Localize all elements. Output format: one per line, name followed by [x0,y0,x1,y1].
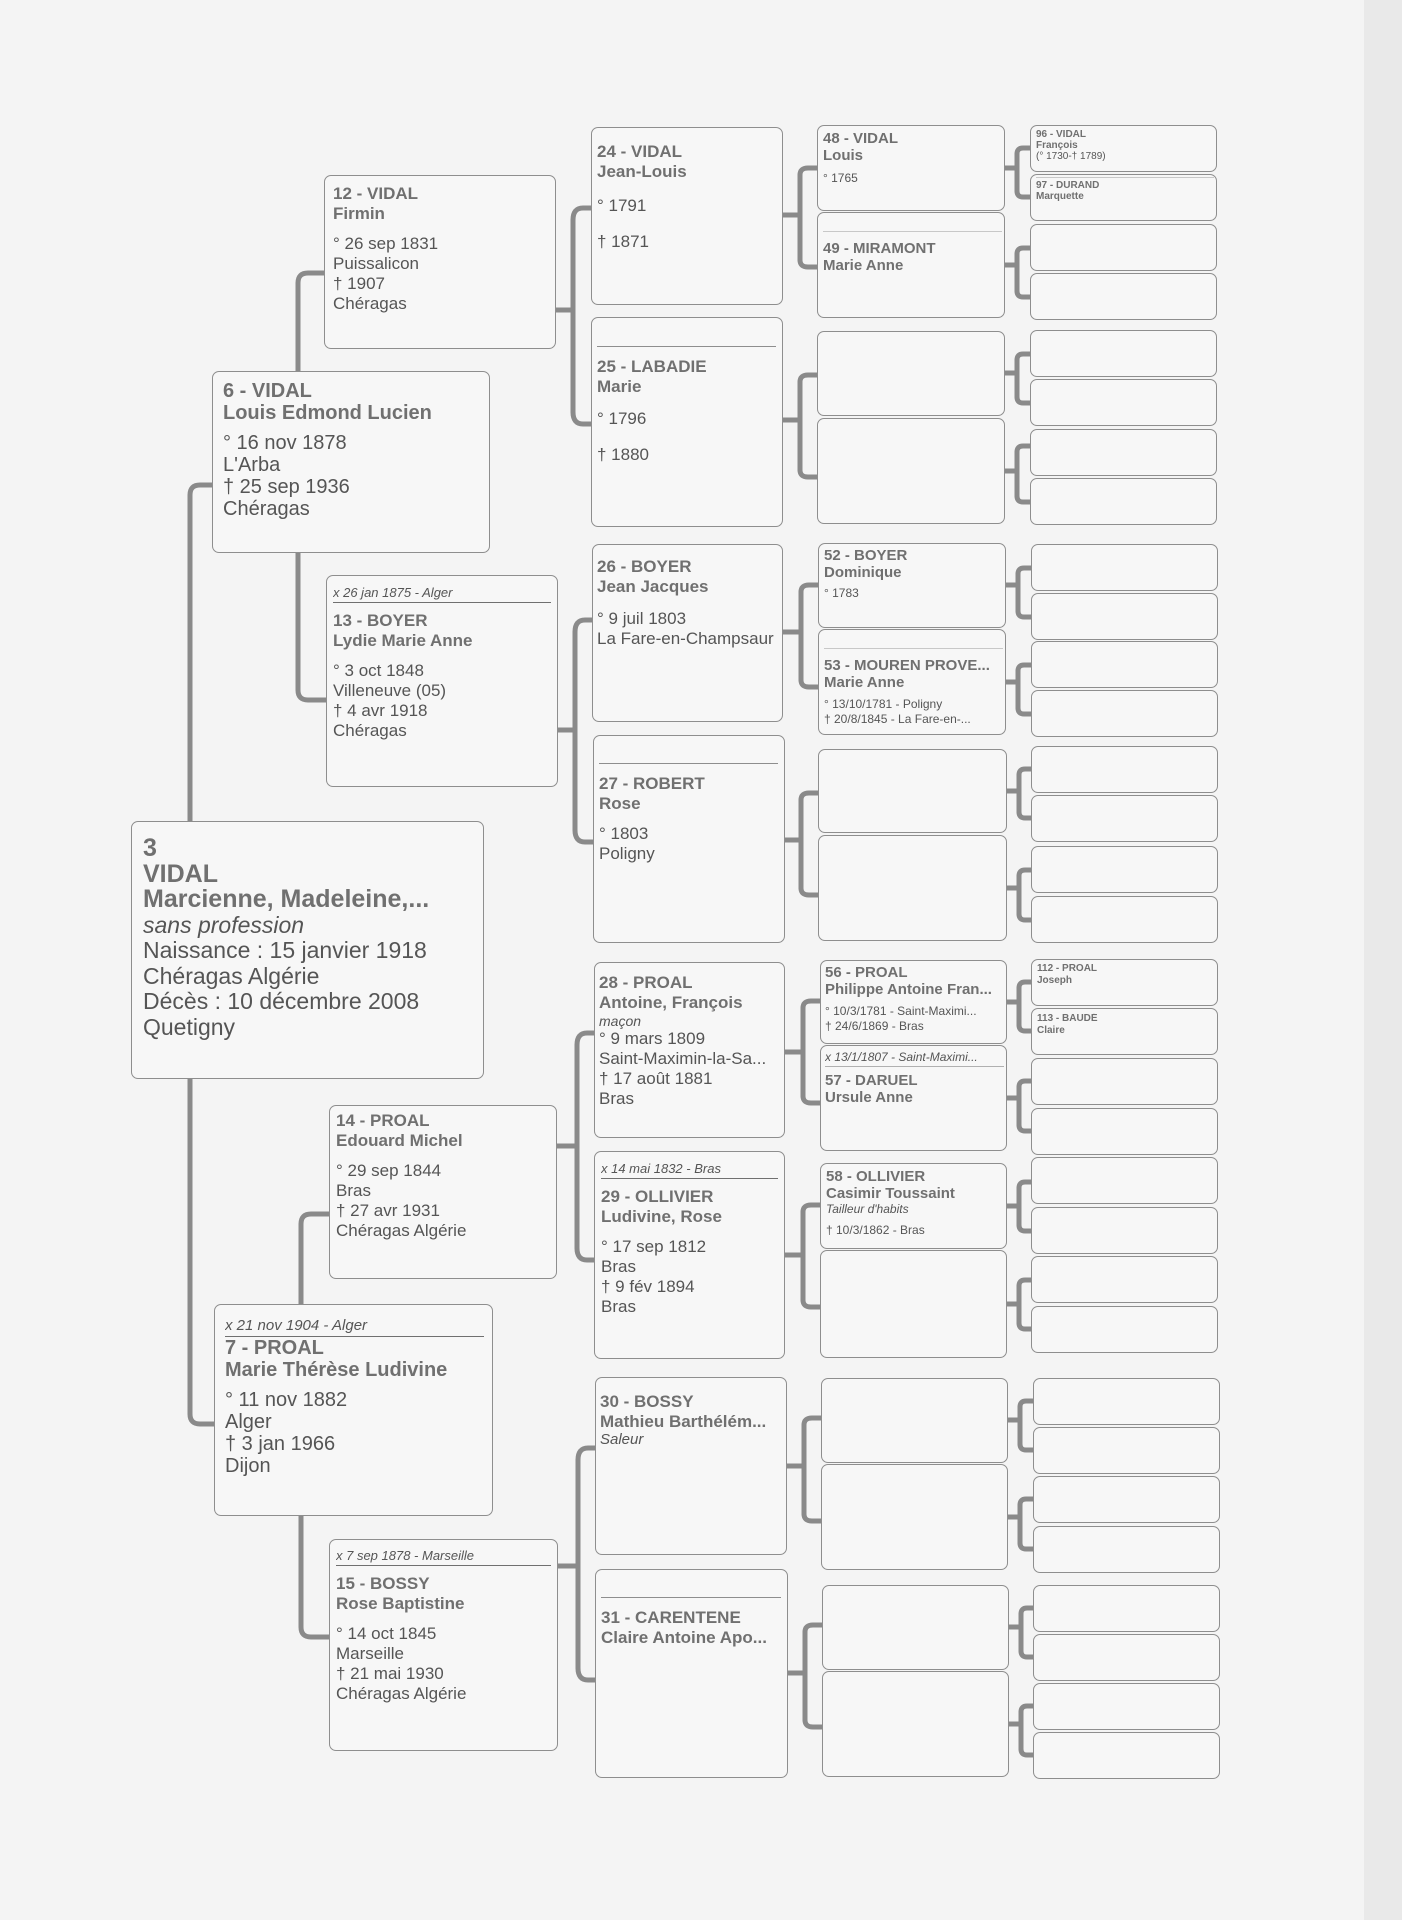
connector-line [1017,496,1030,502]
person-15-title: 15 - BOSSY [336,1574,430,1593]
person-97-title: 97 - DURAND [1036,180,1100,191]
person-3-birth: Naissance : 15 janvier 1918 [143,938,427,963]
person-6-birth: ° 16 nov 1878 [223,432,347,454]
person-63-box [822,1671,1009,1777]
connector-line [190,485,212,821]
person-3-box[interactable] [131,821,484,1079]
person-61-box [821,1464,1008,1570]
empty-ancestor-box [1033,1585,1220,1632]
connector-line [190,1079,214,1424]
connector-line [1017,191,1030,197]
person-31-box[interactable] [595,1569,788,1778]
empty-ancestor-box [1030,273,1217,320]
person-97-box[interactable] [1030,174,1217,221]
person-52-box[interactable] [818,543,1006,628]
connector-line [577,1033,594,1045]
person-53-given-names: Marie Anne [824,674,905,691]
connector-line [1017,354,1030,360]
person-14-title: 14 - PROAL [336,1111,430,1130]
person-15-death: † 21 mai 1930 [336,1664,444,1683]
person-3-given-names: Marcienne, Madeleine,... [143,887,430,913]
person-55-box [818,835,1007,941]
connector-line [800,168,817,175]
person-29-birth-place: Bras [601,1257,636,1276]
person-13-birth: ° 3 oct 1848 [333,661,424,680]
person-7-title: 7 - PROAL [225,1337,324,1359]
empty-ancestor-box [1033,1427,1220,1474]
person-24-box[interactable] [591,127,783,305]
person-31-given-names: Claire Antoine Apo... [601,1628,767,1647]
person-27-title: 27 - ROBERT [599,774,705,793]
person-50-box [817,331,1005,416]
person-56-box[interactable] [820,960,1007,1044]
person-59-box [820,1250,1007,1358]
person-30-box[interactable] [595,1377,787,1555]
person-25-death: † 1880 [597,445,649,464]
connector-line [804,1418,821,1425]
person-112-given-names: Joseph [1037,975,1073,986]
empty-ancestor-box [1031,896,1218,943]
person-28-death: † 17 août 1881 [599,1069,713,1088]
connector-line [803,1300,820,1307]
person-27-marriage-line [599,763,778,764]
person-3-number: 3 [143,836,157,862]
person-6-death: † 25 sep 1936 [223,476,350,498]
person-27-box[interactable] [593,735,785,943]
empty-ancestor-box [1031,746,1218,793]
person-56-death: † 24/6/1869 - Bras [825,1019,924,1033]
person-24-title: 24 - VIDAL [597,142,683,161]
person-15-death-place: Chéragas Algérie [336,1684,467,1703]
person-29-title: 29 - OLLIVIER [601,1187,714,1206]
person-15-birth-place: Marseille [336,1644,405,1663]
empty-ancestor-box [1033,1634,1220,1681]
person-58-death: † 10/3/1862 - Bras [826,1223,925,1237]
person-57-marriage: x 13/1/1807 - Saint-Maximi... [825,1049,1004,1067]
person-7-death: † 3 jan 1966 [225,1433,336,1455]
person-54-box [818,749,1007,833]
person-28-title: 28 - PROAL [599,973,693,992]
person-3-birth-place: Chéragas Algérie [143,963,320,989]
person-51-box [817,418,1005,524]
connector-line [298,273,324,371]
connector-line [1020,1499,1033,1505]
connector-line [1017,148,1030,154]
person-7-birth-place: Alger [225,1411,272,1433]
connector-line [800,470,817,477]
person-12-box[interactable] [324,175,556,349]
connector-line [301,1214,329,1304]
person-26-title: 26 - BOYER [597,557,692,576]
person-25-box[interactable] [591,317,783,527]
person-53-title: 53 - MOUREN PROVE... [824,657,990,674]
person-7-birth: ° 11 nov 1882 [225,1389,348,1411]
connector-line [1018,665,1031,671]
person-15-box[interactable] [329,1539,558,1751]
person-14-death-place: Chéragas Algérie [336,1221,467,1240]
person-3-death: Décès : 10 décembre 2008 [143,989,420,1014]
person-13-box[interactable] [326,575,558,787]
connector-line [1020,1444,1033,1450]
empty-ancestor-box [1031,1108,1218,1155]
person-25-birth: ° 1796 [597,409,647,428]
person-12-death: † 1907 [333,274,385,293]
connector-line [1017,446,1030,452]
person-3-death-place: Quetigny [143,1014,236,1040]
connector-line [800,260,817,267]
connector-line [803,1001,820,1008]
person-53-marriage-line [824,648,1003,649]
person-3-surname: VIDAL [143,861,218,887]
empty-ancestor-box [1033,1732,1220,1779]
connector-line [803,1096,820,1103]
person-28-given-names: Antoine, François [599,993,743,1012]
empty-ancestor-box [1033,1683,1220,1730]
person-26-birth: ° 9 juil 1803 [597,609,687,628]
person-30-given-names: Mathieu Barthélém... [600,1412,767,1431]
person-97-given-names: Marquette [1036,191,1084,202]
person-24-birth: ° 1791 [597,196,647,215]
empty-ancestor-box [1033,1378,1220,1425]
person-7-box[interactable] [214,1304,493,1516]
person-31-title: 31 - CARENTENE [601,1608,741,1627]
empty-ancestor-box [1031,1058,1218,1105]
person-6-death-place: Chéragas [223,498,310,520]
person-29-death-place: Bras [601,1297,636,1316]
person-15-given-names: Rose Baptistine [336,1594,465,1613]
person-31-marriage-line [601,1597,781,1598]
person-15-marriage: x 7 sep 1878 - Marseille [336,1547,551,1566]
person-49-given-names: Marie Anne [823,257,904,274]
empty-ancestor-box [1031,544,1218,591]
person-52-given-names: Dominique [824,564,902,581]
person-49-box[interactable] [817,212,1005,318]
person-49-title: 49 - MIRAMONT [823,240,936,257]
person-52-birth: ° 1783 [824,586,859,600]
person-26-given-names: Jean Jacques [597,577,709,596]
empty-ancestor-box [1031,1157,1218,1204]
person-13-death-place: Chéragas [333,721,407,740]
person-25-title: 25 - LABADIE [597,357,707,376]
connector-line [801,680,818,687]
connector-line [1018,568,1031,574]
connector-line [1018,708,1031,714]
person-29-death: † 9 fév 1894 [601,1277,695,1296]
person-6-title: 6 - VIDAL [223,380,312,402]
connector-line [801,888,818,895]
person-113-given-names: Claire [1037,1025,1065,1036]
connector-line [578,1448,595,1460]
person-13-title: 13 - BOYER [333,611,428,630]
person-7-given-names: Marie Thérèse Ludivine [225,1359,448,1381]
connector-line [1017,291,1030,297]
person-6-given-names: Louis Edmond Lucien [223,402,432,424]
person-53-death: † 20/8/1845 - La Fare-en-... [824,712,971,726]
person-58-occupation: Tailleur d'habits [826,1202,909,1216]
person-58-title: 58 - OLLIVIER [826,1168,926,1185]
empty-ancestor-box [1031,593,1218,640]
person-27-birth-place: Poligny [599,844,655,863]
person-48-box[interactable] [817,125,1005,211]
empty-ancestor-box [1033,1476,1220,1523]
person-113-title: 113 - BAUDÉ [1037,1013,1098,1024]
person-56-title: 56 - PROAL [825,964,908,981]
person-28-death-place: Bras [599,1089,634,1108]
person-12-title: 12 - VIDAL [333,184,419,203]
person-62-box [822,1585,1009,1670]
person-56-birth: ° 10/3/1781 - Saint-Maximi... [825,1004,977,1018]
person-25-given-names: Marie [597,377,642,396]
person-13-birth-place: Villeneuve (05) [333,681,447,700]
person-27-given-names: Rose [599,794,641,813]
person-48-given-names: Louis [823,147,863,164]
connector-line [805,1625,822,1632]
person-13-death: † 4 avr 1918 [333,701,428,720]
person-7-death-place: Dijon [225,1455,271,1477]
person-28-birth: ° 9 mars 1809 [599,1029,706,1048]
empty-ancestor-box [1031,641,1218,688]
person-26-birth-place: La Fare-en-Champsaur [597,629,774,648]
empty-ancestor-box [1031,1207,1218,1254]
person-57-box[interactable] [820,1045,1007,1151]
connector-line [803,1205,820,1212]
connector-line [301,1516,329,1637]
connector-line [1017,248,1030,254]
person-53-birth: ° 13/10/1781 - Poligny [824,697,943,711]
connector-line [804,1514,821,1521]
person-14-birth: ° 29 sep 1844 [336,1161,442,1180]
person-28-birth-place: Saint-Maximin-la-Sa... [599,1049,767,1068]
empty-ancestor-box [1031,1306,1218,1353]
person-58-box[interactable] [820,1163,1007,1249]
empty-ancestor-box [1030,379,1217,426]
person-14-given-names: Edouard Michel [336,1131,463,1150]
person-6-box[interactable] [212,371,490,553]
person-96-given-names: François [1036,140,1078,151]
person-96-title: 96 - VIDAL [1036,129,1087,140]
connector-line [577,1248,594,1260]
person-24-given-names: Jean-Louis [597,162,687,181]
person-12-death-place: Chéragas [333,294,407,313]
connector-line [298,553,326,700]
person-52-title: 52 - BOYER [824,547,908,564]
person-113-box[interactable] [1031,1008,1218,1055]
person-15-birth: ° 14 oct 1845 [336,1624,437,1643]
person-14-box[interactable] [329,1105,557,1279]
empty-ancestor-box [1031,846,1218,893]
person-48-title: 48 - VIDAL [823,130,899,147]
connector-line [573,208,591,220]
person-30-occupation: Saleur [600,1432,644,1448]
empty-ancestor-box [1031,795,1218,842]
person-96-dates: (° 1730-† 1789) [1036,151,1106,162]
connector-line [573,412,591,424]
person-25-marriage-line [597,346,776,347]
person-60-box [821,1378,1008,1463]
empty-ancestor-box [1033,1526,1220,1573]
person-96-box[interactable] [1030,125,1217,172]
connector-line [801,793,818,800]
connector-line [575,620,592,632]
person-6-birth-place: L'Arba [223,454,281,476]
connector-line [1020,1543,1033,1549]
connector-line [800,375,817,382]
person-58-given-names: Casimir Toussaint [826,1185,955,1202]
person-29-marriage: x 14 mai 1832 - Bras [601,1160,778,1179]
connector-line [801,585,818,592]
connector-line [1017,397,1030,403]
person-24-death: † 1871 [597,232,649,251]
empty-ancestor-box [1030,478,1217,525]
person-29-birth: ° 17 sep 1812 [601,1237,707,1256]
person-57-title: 57 - DARUEL [825,1072,918,1089]
connector-line [1020,1401,1033,1407]
person-57-given-names: Ursule Anne [825,1089,913,1106]
connector-line [575,830,593,842]
person-26-box[interactable] [592,544,783,722]
person-12-birth-place: Puissalicon [333,254,419,273]
person-56-given-names: Philippe Antoine Fran... [825,981,992,998]
person-112-title: 112 - PROAL [1037,963,1098,974]
empty-ancestor-box [1031,690,1218,737]
empty-ancestor-box [1030,224,1217,271]
person-3-occupation: sans profession [143,912,305,938]
person-14-death: † 27 avr 1931 [336,1201,440,1220]
person-49-marriage-line [823,231,1002,232]
person-28-box[interactable] [594,962,785,1138]
person-28-occupation: maçon [599,1013,642,1029]
person-13-marriage: x 26 jan 1875 - Alger [333,584,551,603]
connector-line [1018,611,1031,617]
person-97-marriage-line [1036,177,1214,178]
connector-line [805,1720,822,1727]
person-12-birth: ° 26 sep 1831 [333,234,439,253]
person-14-birth-place: Bras [336,1181,371,1200]
person-7-marriage: x 21 nov 1904 - Alger [225,1316,484,1337]
person-112-box[interactable] [1031,959,1218,1006]
person-53-box[interactable] [818,629,1006,735]
person-48-birth: ° 1765 [823,171,858,185]
person-13-given-names: Lydie Marie Anne [333,631,473,650]
connector-line [578,1668,595,1680]
empty-ancestor-box [1031,1256,1218,1303]
person-29-box[interactable] [594,1151,785,1359]
person-29-given-names: Ludivine, Rose [601,1207,722,1226]
empty-ancestor-box [1030,429,1217,476]
person-30-title: 30 - BOSSY [600,1392,694,1411]
empty-ancestor-box [1030,330,1217,377]
person-12-given-names: Firmin [333,204,385,223]
person-27-birth: ° 1803 [599,824,649,843]
